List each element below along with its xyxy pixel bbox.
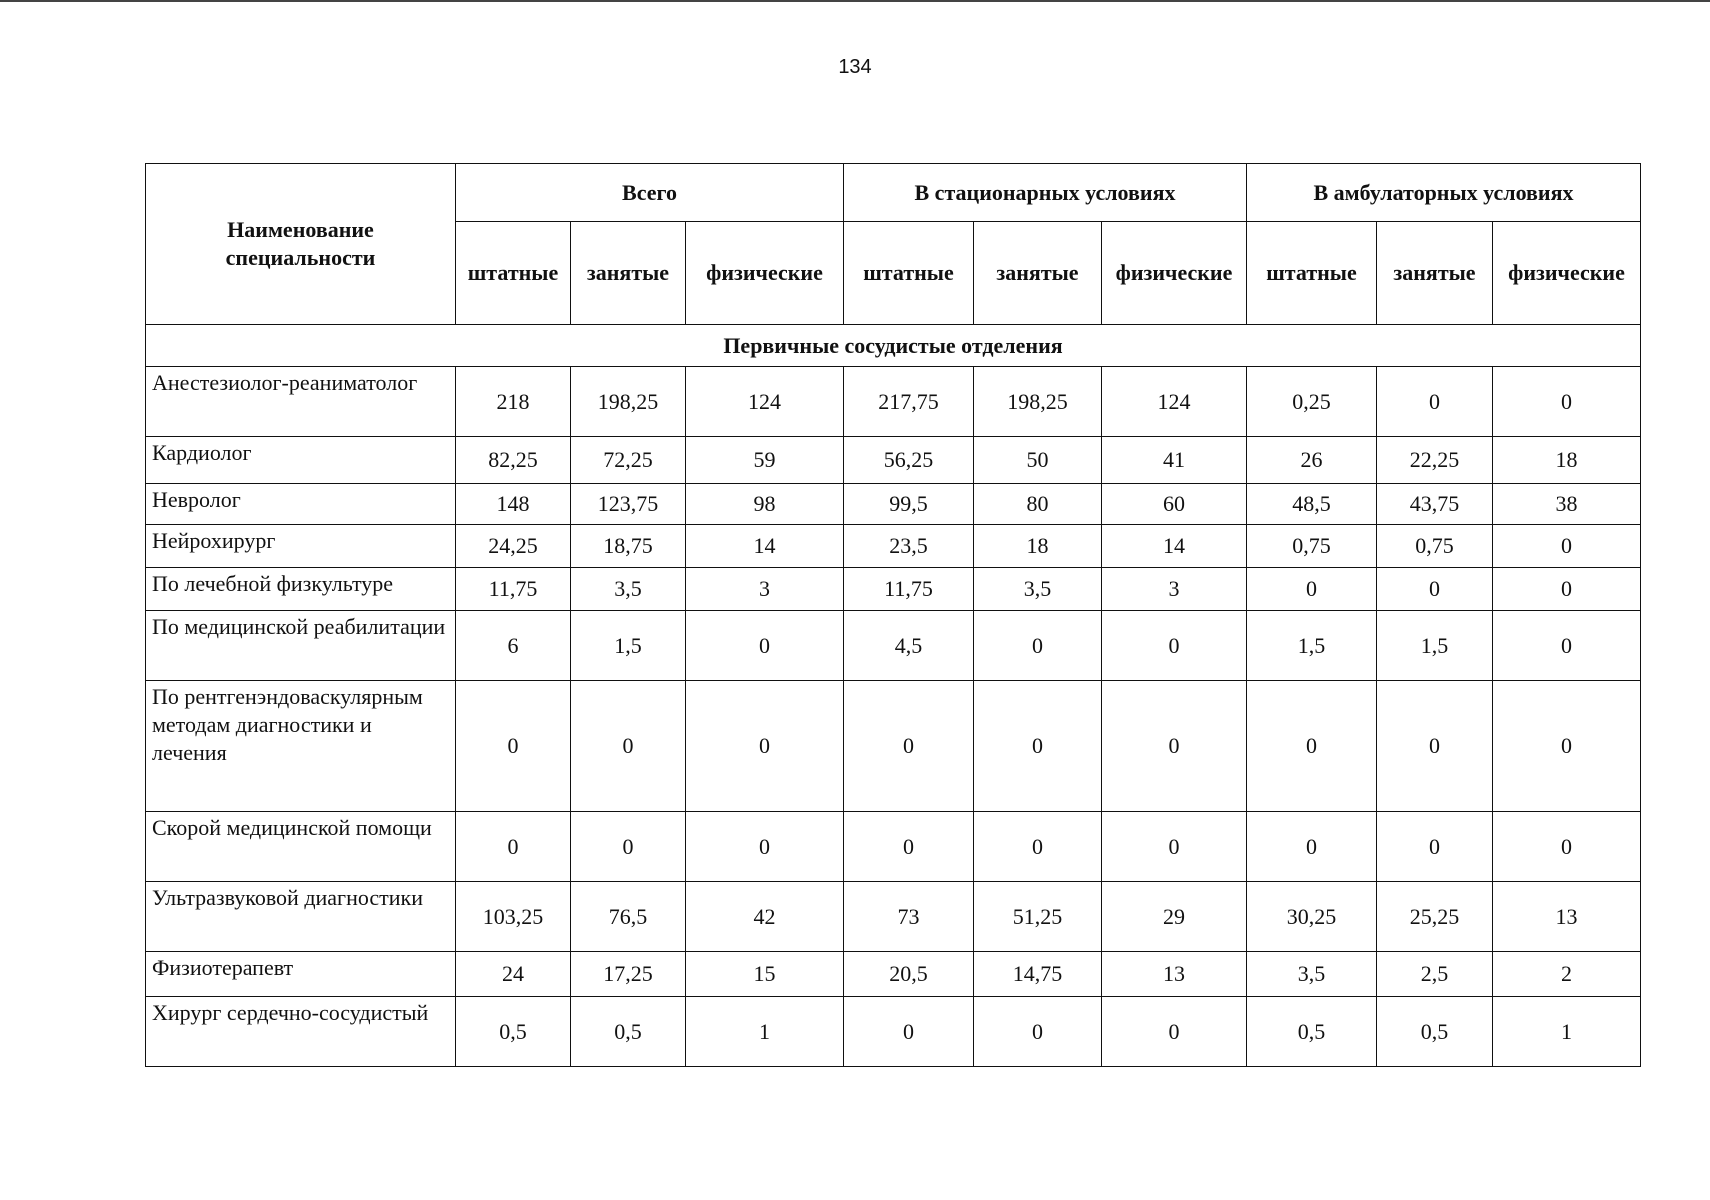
- value-cell: 3,5: [1247, 952, 1377, 997]
- value-cell: 0: [1102, 812, 1247, 882]
- value-cell: 124: [1102, 367, 1247, 437]
- value-cell: 0: [1247, 812, 1377, 882]
- section-title: Первичные сосудистые отделения: [146, 325, 1641, 367]
- value-cell: 0: [1493, 525, 1641, 568]
- value-cell: 0,5: [1377, 997, 1493, 1067]
- specialty-name-cell: Нейрохирург: [146, 525, 456, 568]
- value-cell: 23,5: [844, 525, 974, 568]
- name-column-header: Наименование специальности: [146, 164, 456, 325]
- value-cell: 76,5: [571, 882, 686, 952]
- value-cell: 3: [686, 568, 844, 611]
- value-cell: 51,25: [974, 882, 1102, 952]
- value-cell: 0: [1247, 568, 1377, 611]
- value-cell: 0: [1377, 568, 1493, 611]
- value-cell: 15: [686, 952, 844, 997]
- table-row: [146, 484, 1641, 525]
- value-cell: 124: [686, 367, 844, 437]
- value-cell: 13: [1493, 882, 1641, 952]
- value-cell: 0: [456, 812, 571, 882]
- value-cell: 0: [1493, 681, 1641, 812]
- value-cell: 0: [974, 681, 1102, 812]
- subheader-occupied: занятые: [571, 222, 686, 325]
- value-cell: 2,5: [1377, 952, 1493, 997]
- value-cell: 80: [974, 484, 1102, 525]
- subheader-staff: штатные: [456, 222, 571, 325]
- specialty-name-cell: Скорой медицинской помощи: [146, 812, 456, 882]
- value-cell: 13: [1102, 952, 1247, 997]
- value-cell: 0: [1247, 681, 1377, 812]
- value-cell: 0: [1102, 611, 1247, 681]
- value-cell: 17,25: [571, 952, 686, 997]
- table-row: [146, 952, 1641, 997]
- value-cell: 1,5: [1247, 611, 1377, 681]
- value-cell: 14: [1102, 525, 1247, 568]
- value-cell: 198,25: [974, 367, 1102, 437]
- value-cell: 25,25: [1377, 882, 1493, 952]
- subheader-occupied: занятые: [1377, 222, 1493, 325]
- specialty-name-cell: По лечебной физкультуре: [146, 568, 456, 611]
- value-cell: 98: [686, 484, 844, 525]
- value-cell: 0: [974, 997, 1102, 1067]
- value-cell: 0: [1493, 367, 1641, 437]
- value-cell: 0: [686, 611, 844, 681]
- value-cell: 0,5: [1247, 997, 1377, 1067]
- table-row: [146, 812, 1641, 882]
- value-cell: 0,5: [456, 997, 571, 1067]
- value-cell: 26: [1247, 437, 1377, 484]
- value-cell: 11,75: [844, 568, 974, 611]
- value-cell: 56,25: [844, 437, 974, 484]
- table-row: [146, 568, 1641, 611]
- value-cell: 11,75: [456, 568, 571, 611]
- value-cell: 59: [686, 437, 844, 484]
- subheader-occupied: занятые: [974, 222, 1102, 325]
- value-cell: 99,5: [844, 484, 974, 525]
- value-cell: 0: [844, 681, 974, 812]
- group-header-inpatient: В стационарных условиях: [844, 164, 1247, 222]
- specialty-name-cell: По рентгенэндоваскулярным методам диагностики и лечения: [146, 681, 456, 812]
- value-cell: 3,5: [571, 568, 686, 611]
- table-row: [146, 437, 1641, 484]
- value-cell: 217,75: [844, 367, 974, 437]
- value-cell: 1: [686, 997, 844, 1067]
- value-cell: 18: [974, 525, 1102, 568]
- value-cell: 30,25: [1247, 882, 1377, 952]
- value-cell: 1: [1493, 997, 1641, 1067]
- value-cell: 22,25: [1377, 437, 1493, 484]
- value-cell: 2: [1493, 952, 1641, 997]
- value-cell: 0: [1493, 568, 1641, 611]
- subheader-physical: физические: [1102, 222, 1247, 325]
- specialty-name-cell: По медицинской реабилитации: [146, 611, 456, 681]
- subheader-staff: штатные: [844, 222, 974, 325]
- specialty-name-cell: Анестезиолог-реаниматолог: [146, 367, 456, 437]
- value-cell: 0: [1102, 997, 1247, 1067]
- value-cell: 29: [1102, 882, 1247, 952]
- page-number: 134: [838, 56, 872, 78]
- value-cell: 0,5: [571, 997, 686, 1067]
- value-cell: 72,25: [571, 437, 686, 484]
- value-cell: 198,25: [571, 367, 686, 437]
- value-cell: 123,75: [571, 484, 686, 525]
- value-cell: 0: [1102, 681, 1247, 812]
- specialty-name-cell: Физиотерапевт: [146, 952, 456, 997]
- value-cell: 42: [686, 882, 844, 952]
- value-cell: 50: [974, 437, 1102, 484]
- table-row: [146, 611, 1641, 681]
- specialty-name-cell: Невролог: [146, 484, 456, 525]
- value-cell: 0,75: [1377, 525, 1493, 568]
- value-cell: 48,5: [1247, 484, 1377, 525]
- value-cell: 18,75: [571, 525, 686, 568]
- group-header-outpatient: В амбулаторных условиях: [1247, 164, 1641, 222]
- value-cell: 0: [1493, 812, 1641, 882]
- specialty-name-cell: Кардиолог: [146, 437, 456, 484]
- value-cell: 1,5: [571, 611, 686, 681]
- table-row: [146, 681, 1641, 812]
- value-cell: 43,75: [1377, 484, 1493, 525]
- value-cell: 0: [1377, 367, 1493, 437]
- value-cell: 24,25: [456, 525, 571, 568]
- value-cell: 38: [1493, 484, 1641, 525]
- specialty-name-cell: Хирург сердечно-сосудистый: [146, 997, 456, 1067]
- value-cell: 0: [1377, 812, 1493, 882]
- value-cell: 3: [1102, 568, 1247, 611]
- value-cell: 41: [1102, 437, 1247, 484]
- value-cell: 0,75: [1247, 525, 1377, 568]
- value-cell: 4,5: [844, 611, 974, 681]
- value-cell: 18: [1493, 437, 1641, 484]
- value-cell: 3,5: [974, 568, 1102, 611]
- value-cell: 0: [844, 812, 974, 882]
- subheader-staff: штатные: [1247, 222, 1377, 325]
- table-row: [146, 997, 1641, 1067]
- group-header-total: Всего: [456, 164, 844, 222]
- value-cell: 0,25: [1247, 367, 1377, 437]
- value-cell: 0: [844, 997, 974, 1067]
- value-cell: 60: [1102, 484, 1247, 525]
- value-cell: 0: [974, 812, 1102, 882]
- subheader-physical: физические: [1493, 222, 1641, 325]
- value-cell: 73: [844, 882, 974, 952]
- value-cell: 148: [456, 484, 571, 525]
- value-cell: 0: [974, 611, 1102, 681]
- section-row: [146, 325, 1641, 367]
- specialty-name-cell: Ультразвуковой диагностики: [146, 882, 456, 952]
- value-cell: 218: [456, 367, 571, 437]
- value-cell: 0: [1377, 681, 1493, 812]
- value-cell: 14: [686, 525, 844, 568]
- value-cell: 20,5: [844, 952, 974, 997]
- value-cell: 1,5: [1377, 611, 1493, 681]
- staffing-table: [145, 163, 1641, 1067]
- group-header-row: [146, 164, 1641, 222]
- value-cell: 0: [571, 681, 686, 812]
- value-cell: 0: [571, 812, 686, 882]
- value-cell: 0: [686, 681, 844, 812]
- value-cell: 14,75: [974, 952, 1102, 997]
- value-cell: 103,25: [456, 882, 571, 952]
- value-cell: 0: [456, 681, 571, 812]
- value-cell: 82,25: [456, 437, 571, 484]
- top-border-line: [0, 0, 1710, 2]
- subheader-physical: физические: [686, 222, 844, 325]
- value-cell: 0: [686, 812, 844, 882]
- value-cell: 6: [456, 611, 571, 681]
- value-cell: 24: [456, 952, 571, 997]
- value-cell: 0: [1493, 611, 1641, 681]
- table-row: [146, 525, 1641, 568]
- table-row: [146, 367, 1641, 437]
- table-row: [146, 882, 1641, 952]
